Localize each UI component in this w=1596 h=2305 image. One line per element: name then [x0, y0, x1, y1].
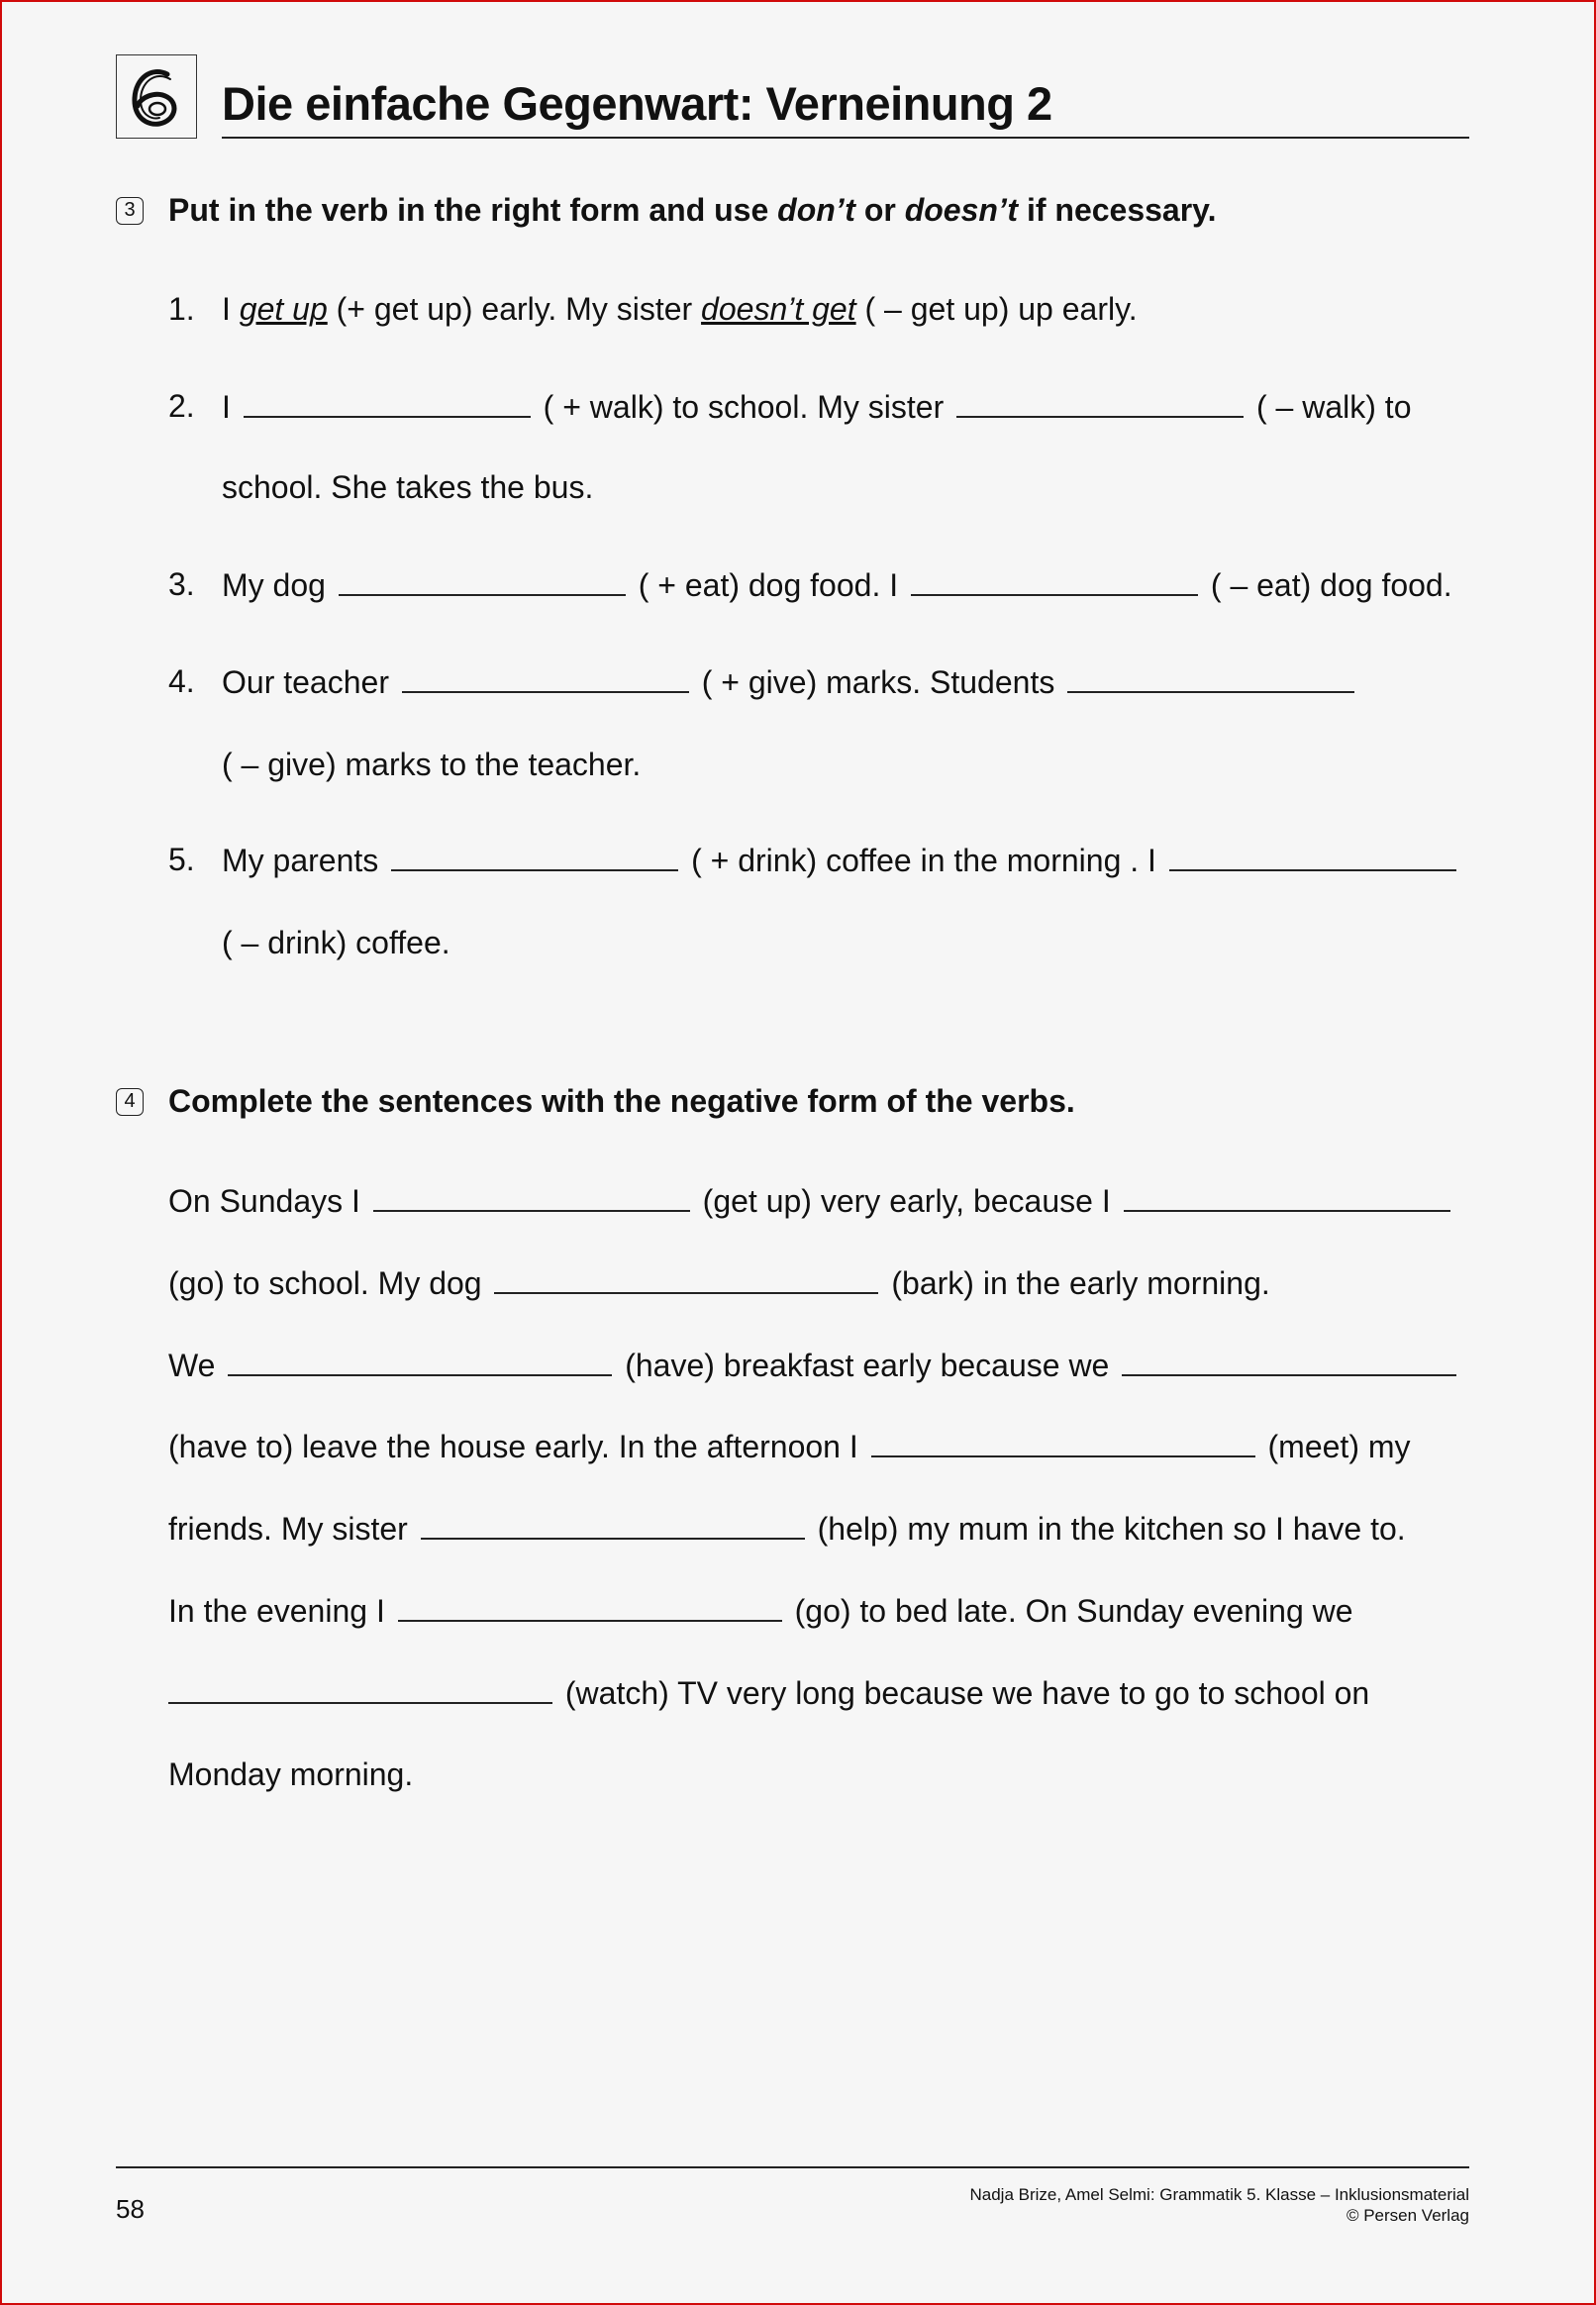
- exercise-line-continued: ( – drink) coffee.: [222, 925, 450, 960]
- paragraph-line: friends. My sister (help) my mum in the kitchen so I have to.: [168, 1508, 1406, 1549]
- exercise-line-continued: ( – give) marks to the teacher.: [222, 747, 642, 782]
- example-answer: doesn’t get: [701, 291, 856, 327]
- item-number: 3.: [168, 566, 195, 602]
- exercise-line: My parents ( + drink) coffee in the morning . I: [222, 840, 1460, 880]
- paragraph-line: Monday morning.: [168, 1756, 414, 1792]
- paragraph-line: (watch) TV very long because we have to go to school on: [168, 1672, 1369, 1713]
- exercise-line-continued: school. She takes the bus.: [222, 469, 594, 505]
- answer-blank[interactable]: [1122, 1345, 1456, 1376]
- answer-blank[interactable]: [339, 564, 626, 596]
- answer-blank[interactable]: [373, 1180, 690, 1212]
- task-4-instruction: Complete the sentences with the negative form of the verbs.: [168, 1083, 1075, 1119]
- task-number-badge: 3: [116, 197, 144, 225]
- task-3-heading: [116, 192, 1216, 229]
- item-number: 4.: [168, 663, 195, 699]
- answer-blank[interactable]: [1169, 840, 1456, 871]
- answer-blank[interactable]: [421, 1508, 805, 1540]
- answer-blank[interactable]: [911, 564, 1198, 596]
- answer-blank[interactable]: [402, 661, 689, 693]
- paragraph-line: (go) to school. My dog (bark) in the early morning.: [168, 1262, 1270, 1303]
- task-3-instruction: Put in the verb in the right form and use don’t or doesn’t if necessary.: [168, 192, 1217, 228]
- item-number: 1.: [168, 291, 195, 327]
- paragraph-line: (have to) leave the house early. In the afternoon I (meet) my: [168, 1426, 1411, 1466]
- answer-blank[interactable]: [391, 840, 678, 871]
- page-number: 58: [116, 2194, 145, 2224]
- exercise-line: Our teacher ( + give) marks. Students: [222, 661, 1358, 702]
- task-4-heading: [116, 1083, 1075, 1120]
- answer-blank[interactable]: [1124, 1180, 1450, 1212]
- chapter-number-box: [116, 54, 197, 139]
- answer-blank[interactable]: [1067, 661, 1354, 693]
- answer-blank[interactable]: [398, 1590, 782, 1622]
- publisher-credit: Nadja Brize, Amel Selmi: Grammatik 5. Klasse – Inklusionsmaterial © Persen Verlag: [969, 2185, 1469, 2225]
- item-number: 2.: [168, 388, 195, 424]
- answer-blank[interactable]: [871, 1426, 1255, 1457]
- page-title: Die einfache Gegenwart: Verneinung 2: [222, 75, 1469, 139]
- paragraph-line: In the evening I (go) to bed late. On Sunday evening we: [168, 1590, 1353, 1631]
- task-number-badge: 4: [116, 1088, 144, 1116]
- answer-blank[interactable]: [956, 386, 1244, 418]
- answer-blank[interactable]: [244, 386, 531, 418]
- footer-divider: [116, 2166, 1469, 2168]
- answer-blank[interactable]: [168, 1672, 552, 1704]
- paragraph-line: On Sundays I (get up) very early, because I: [168, 1180, 1454, 1221]
- exercise-line: My dog ( + eat) dog food. I ( – eat) dog food.: [222, 564, 1452, 605]
- example-answer: get up: [239, 291, 328, 327]
- answer-blank[interactable]: [228, 1345, 612, 1376]
- answer-blank[interactable]: [494, 1262, 878, 1294]
- chapter-six-icon: [122, 60, 191, 134]
- exercise-line: I ( + walk) to school. My sister ( – walk) to: [222, 386, 1411, 427]
- item-number: 5.: [168, 842, 195, 877]
- exercise-line: I get up (+ get up) early. My sister doesn’t get ( – get up) up early.: [222, 291, 1138, 327]
- paragraph-line: We (have) breakfast early because we: [168, 1345, 1460, 1385]
